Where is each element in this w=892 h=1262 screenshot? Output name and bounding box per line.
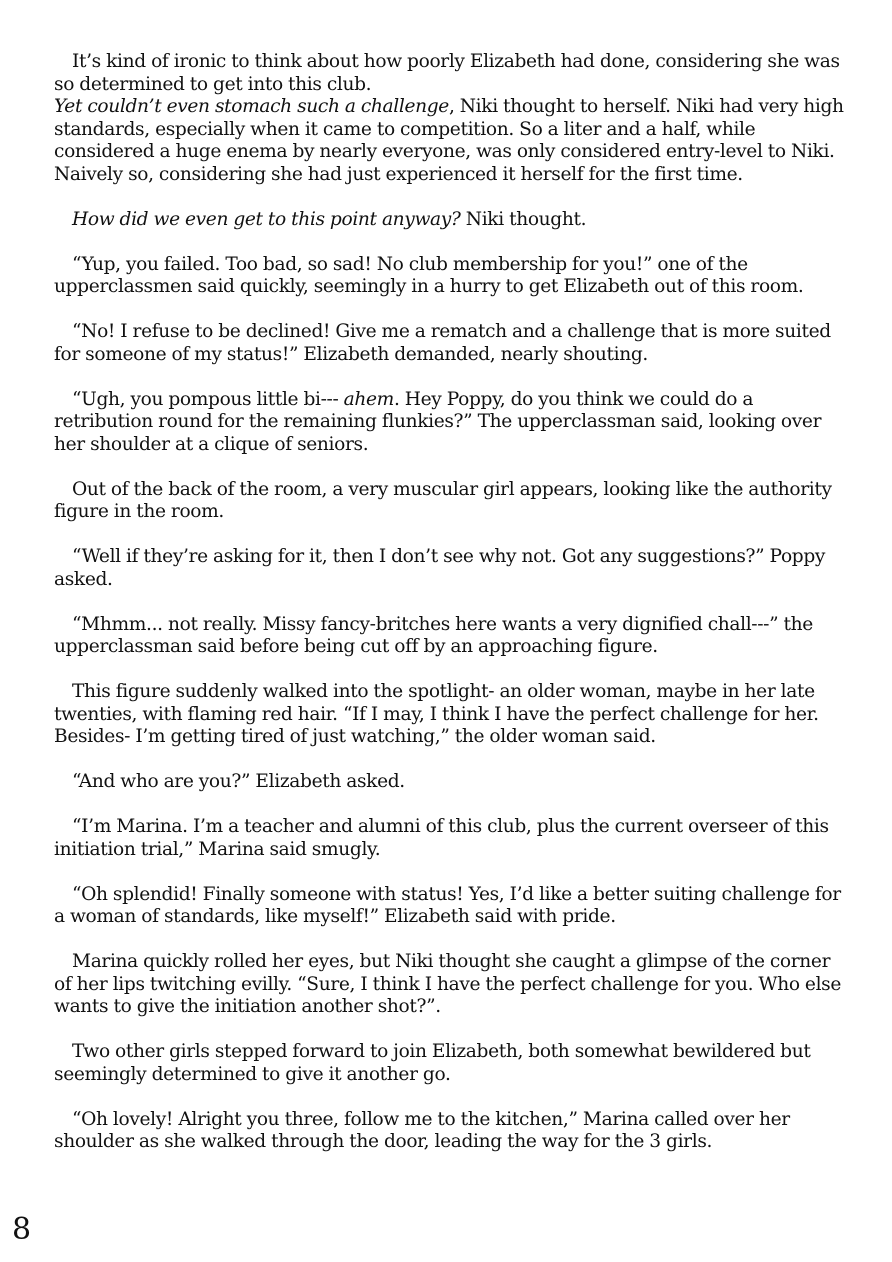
paragraph-9 (54, 614, 846, 659)
paragraph-2-text: , Niki thought to herself. Niki had very high standards, especially when it came to competition. So a liter and a half, while considered a huge enema by nearly everyone, was only considered entry-level to Niki. Naively so, considering she had just experienced it herself for the first time. (54, 96, 844, 185)
page-body-text (54, 51, 846, 1176)
paragraph-10 (54, 681, 846, 749)
paragraph-3-text: Niki thought. (460, 208, 587, 230)
paragraph-4 (54, 254, 846, 299)
paragraph-10-text: This figure suddenly walked into the spotlight- an older woman, maybe in her late twenties, with flaming red hair. “If I may, I think I have the perfect challenge for her. Besides- I’m getting tired of just watching,” the older woman said. (54, 681, 819, 747)
paragraph-4-text: “Yup, you failed. Too bad, so sad! No club membership for you!” one of the upperclassmen said quickly, seemingly in a hurry to get Elizabeth out of this room. (54, 253, 804, 297)
paragraph-7-text: Out of the back of the room, a very muscular girl appears, looking like the authority figure in the room. (54, 478, 832, 522)
paragraph-13-text: “Oh splendid! Finally someone with status! Yes, I’d like a better suiting challenge for a woman of standards, like myself!” Elizabeth said with pride. (54, 883, 841, 927)
paragraph-14-text: Marina quickly rolled her eyes, but Niki thought she caught a glimpse of the corner of her lips twitching evilly. “Sure, I think I have the perfect challenge for you. Who else wants to give the initiation another shot?”. (54, 951, 842, 1017)
paragraph-8-text: “Well if they’re asking for it, then I don’t see why not. Got any suggestions?” Poppy asked. (54, 546, 826, 590)
paragraph-16-text: “Oh lovely! Alright you three, follow me to the kitchen,” Marina called over her shoulder as she walked through the door, leading the way for the 3 girls. (54, 1108, 790, 1152)
paragraph-1 (54, 51, 846, 96)
paragraph-6-text-a: “Ugh, you pompous little bi--- (72, 388, 344, 410)
paragraph-15 (54, 1041, 846, 1086)
paragraph-12-text: “I’m Marina. I’m a teacher and alumni of this club, plus the current overseer of this initiation trial,” Marina said smugly. (54, 816, 829, 860)
paragraph-6-italic: ahem (343, 388, 394, 410)
paragraph-8 (54, 546, 846, 591)
paragraph-3 (54, 209, 846, 232)
paragraph-7 (54, 479, 846, 524)
paragraph-12 (54, 816, 846, 861)
paragraph-14 (54, 951, 846, 1019)
paragraph-2-italic: Yet couldn’t even stomach such a challenge (54, 96, 449, 117)
paragraph-6-text-b: . Hey Poppy, do you think we could do a retribution round for the remaining flunkies?” The upperclassman said, looking over her shoulder at a clique of seniors. (54, 388, 822, 455)
paragraph-9-text: “Mhmm... not really. Missy fancy-britches here wants a very dignified chall---” the upperclassman said before being cut off by an approaching figure. (54, 613, 813, 657)
paragraph-5 (54, 321, 846, 366)
paragraph-16 (54, 1109, 846, 1154)
page-number: 8 (12, 1212, 32, 1247)
paragraph-13 (54, 884, 846, 929)
paragraph-11-text: “And who are you?” Elizabeth asked. (72, 771, 405, 792)
paragraph-11 (54, 771, 846, 794)
paragraph-2 (54, 96, 846, 186)
paragraph-5-text: “No! I refuse to be declined! Give me a rematch and a challenge that is more suited for someone of my status!” Elizabeth demanded, nearly shouting. (54, 321, 831, 365)
paragraph-1-text: It’s kind of ironic to think about how poorly Elizabeth had done, considering she was so determined to get into this club. (54, 51, 840, 95)
paragraph-6 (54, 389, 846, 457)
paragraph-15-text: Two other girls stepped forward to join Elizabeth, both somewhat bewildered but seemingly determined to give it another go. (54, 1041, 811, 1085)
paragraph-3-italic: How did we even get to this point anyway? (72, 208, 461, 230)
